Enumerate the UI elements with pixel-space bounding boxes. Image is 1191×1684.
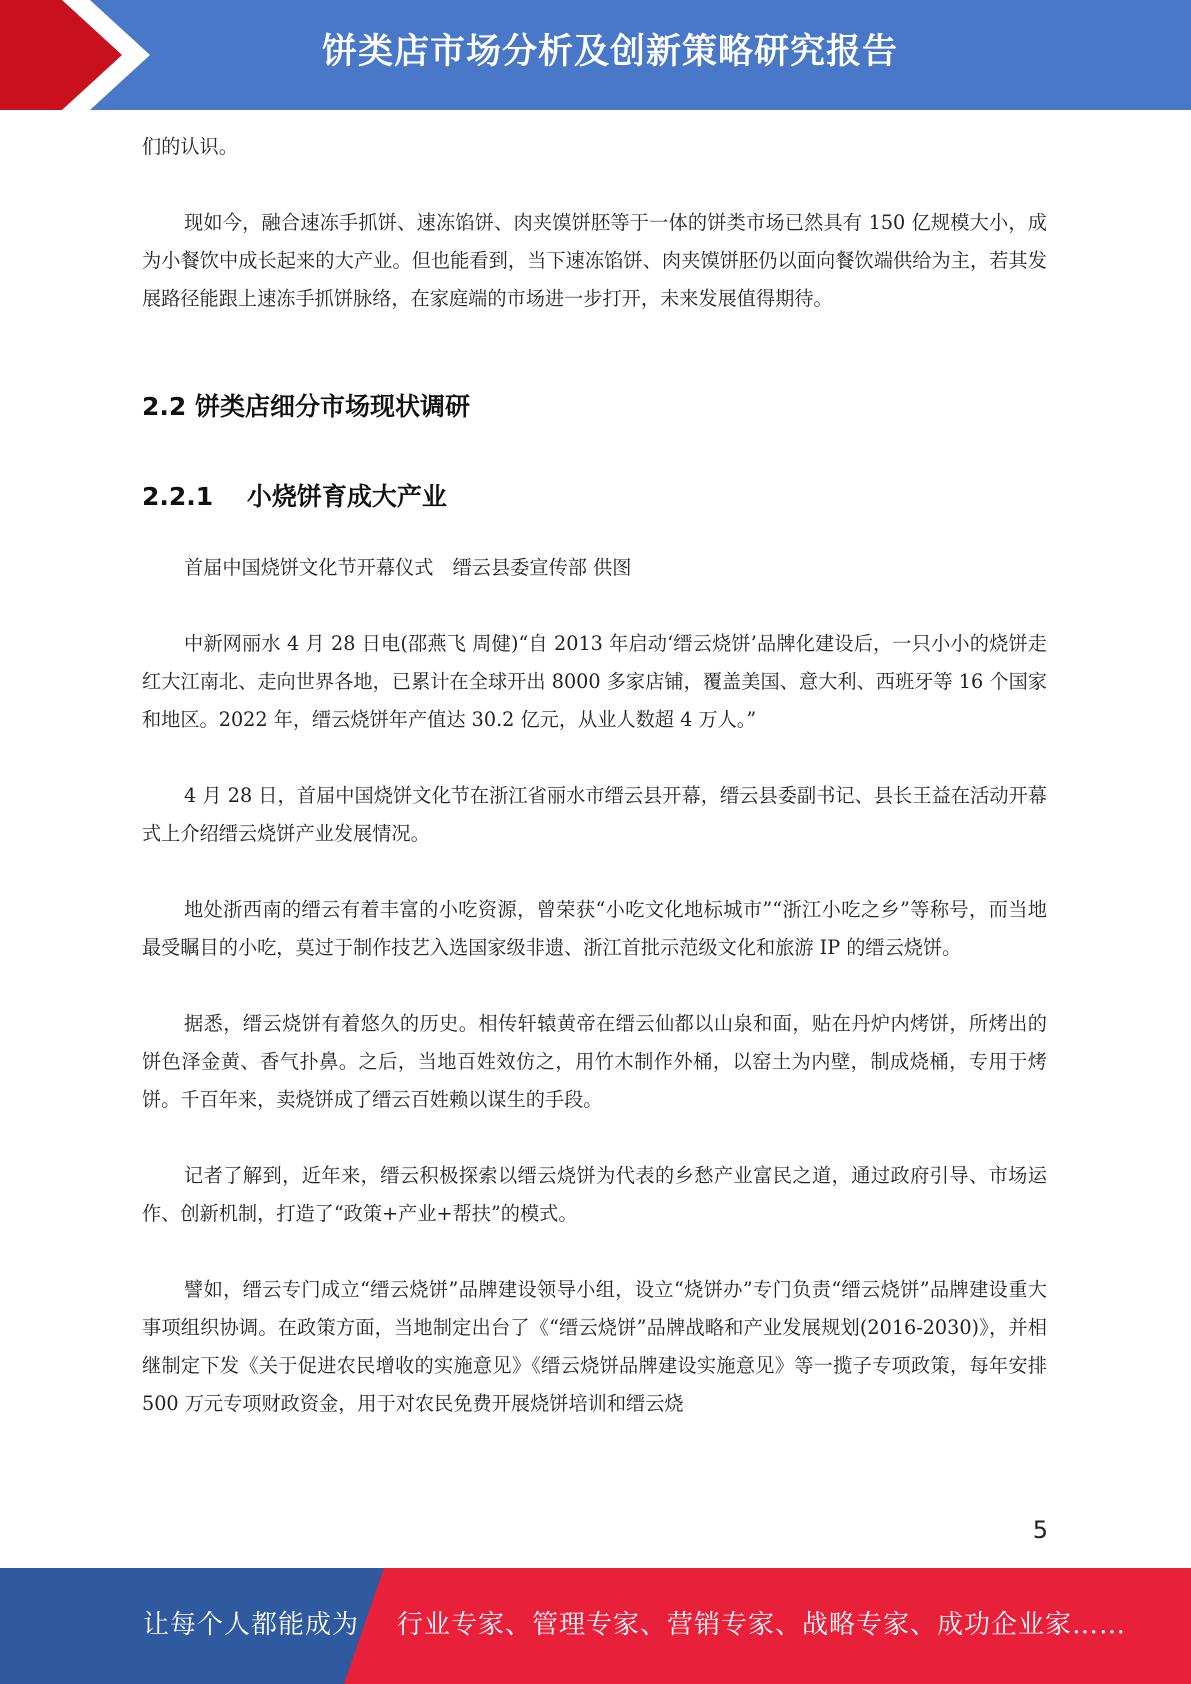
paragraph: 譬如，缙云专门成立“缙云烧饼”品牌建设领导小组，设立“烧饼办”专门负责“缙云烧饼”品牌建设重大事项组织协调。在政策方面，当地制定出台了《“缙云烧饼”品牌战略和产业发展规划(2016-2030)》，并相继制定下发《关于促进农民增收的实施意见》《缙云烧饼品牌建设实施意见》等一揽子专项政策，每年安排 500 万元专项财政资金，用于对农民免费开展烧饼培训和缙云烧 (142, 1278, 1047, 1415)
paragraph: 现如今，融合速冻手抓饼、速冻馅饼、肉夹馍饼胚等于一体的饼类市场已然具有 150 亿规模大小，成为小餐饮中成长起来的大产业。但也能看到，当下速冻馅饼、肉夹馍饼胚仍以面向餐饮端供给为主，若其发展路径能跟上速冻手抓饼脉络，在家庭端的市场进一步打开，未来发展值得期待。 (142, 211, 1047, 310)
paragraph: 中新网丽水 4 月 28 日电(邵燕飞 周健)“自 2013 年启动‘缙云烧饼’品牌化建设后，一只小小的烧饼走红大江南北、走向世界各地，已累计在全球开出 8000 多家店铺，覆盖美国、意大利、西班牙等 16 个国家和地区。2022 年，缙云烧饼年产值达 30.2 亿元，从业人数超 4 万人。” (142, 632, 1047, 731)
footer-slogan-right: 行业专家、管理专家、营销专家、战略专家、成功企业家…… (397, 1610, 1127, 1640)
page-number: 5 (1032, 1516, 1048, 1544)
report-title: 饼类店市场分析及创新策略研究报告 (321, 32, 898, 72)
page-header (0, 0, 1191, 110)
paragraph: 们的认识。 (142, 135, 238, 158)
footer-slogan-left: 让每个人都能成为 (143, 1610, 360, 1640)
paragraph: 4 月 28 日，首届中国烧饼文化节在浙江省丽水市缙云县开幕，缙云县委副书记、县长王益在活动开幕式上介绍缙云烧饼产业发展情况。 (142, 784, 1047, 845)
paragraph: 记者了解到，近年来，缙云积极探索以缙云烧饼为代表的乡愁产业富民之道，通过政府引导、市场运作、创新机制，打造了“政策+产业+帮扶”的模式。 (142, 1164, 1047, 1225)
paragraph: 据悉，缙云烧饼有着悠久的历史。相传轩辕黄帝在缙云仙都以山泉和面，贴在丹炉内烤饼，所烤出的饼色泽金黄、香气扑鼻。之后，当地百姓效仿之，用竹木制作外桶，以窑土为内壁，制成烧桶，专用于烤饼。千百年来，卖烧饼成了缙云百姓赖以谋生的手段。 (142, 1012, 1047, 1111)
page-content (142, 128, 1047, 1423)
image-caption: 首届中国烧饼文化节开幕仪式 缙云县委宣传部 供图 (184, 556, 632, 579)
paragraph: 地处浙西南的缙云有着丰富的小吃资源，曾荣获“小吃文化地标城市”“浙江小吃之乡”等称号，而当地最受瞩目的小吃，莫过于制作技艺入选国家级非遗、浙江首批示范级文化和旅游 IP 的缙云烧饼。 (142, 898, 1047, 959)
page-footer (0, 1568, 1191, 1684)
subsection-heading: 2.2.1 小烧饼育成大产业 (142, 482, 447, 511)
section-heading: 2.2 饼类店细分市场现状调研 (142, 392, 470, 421)
